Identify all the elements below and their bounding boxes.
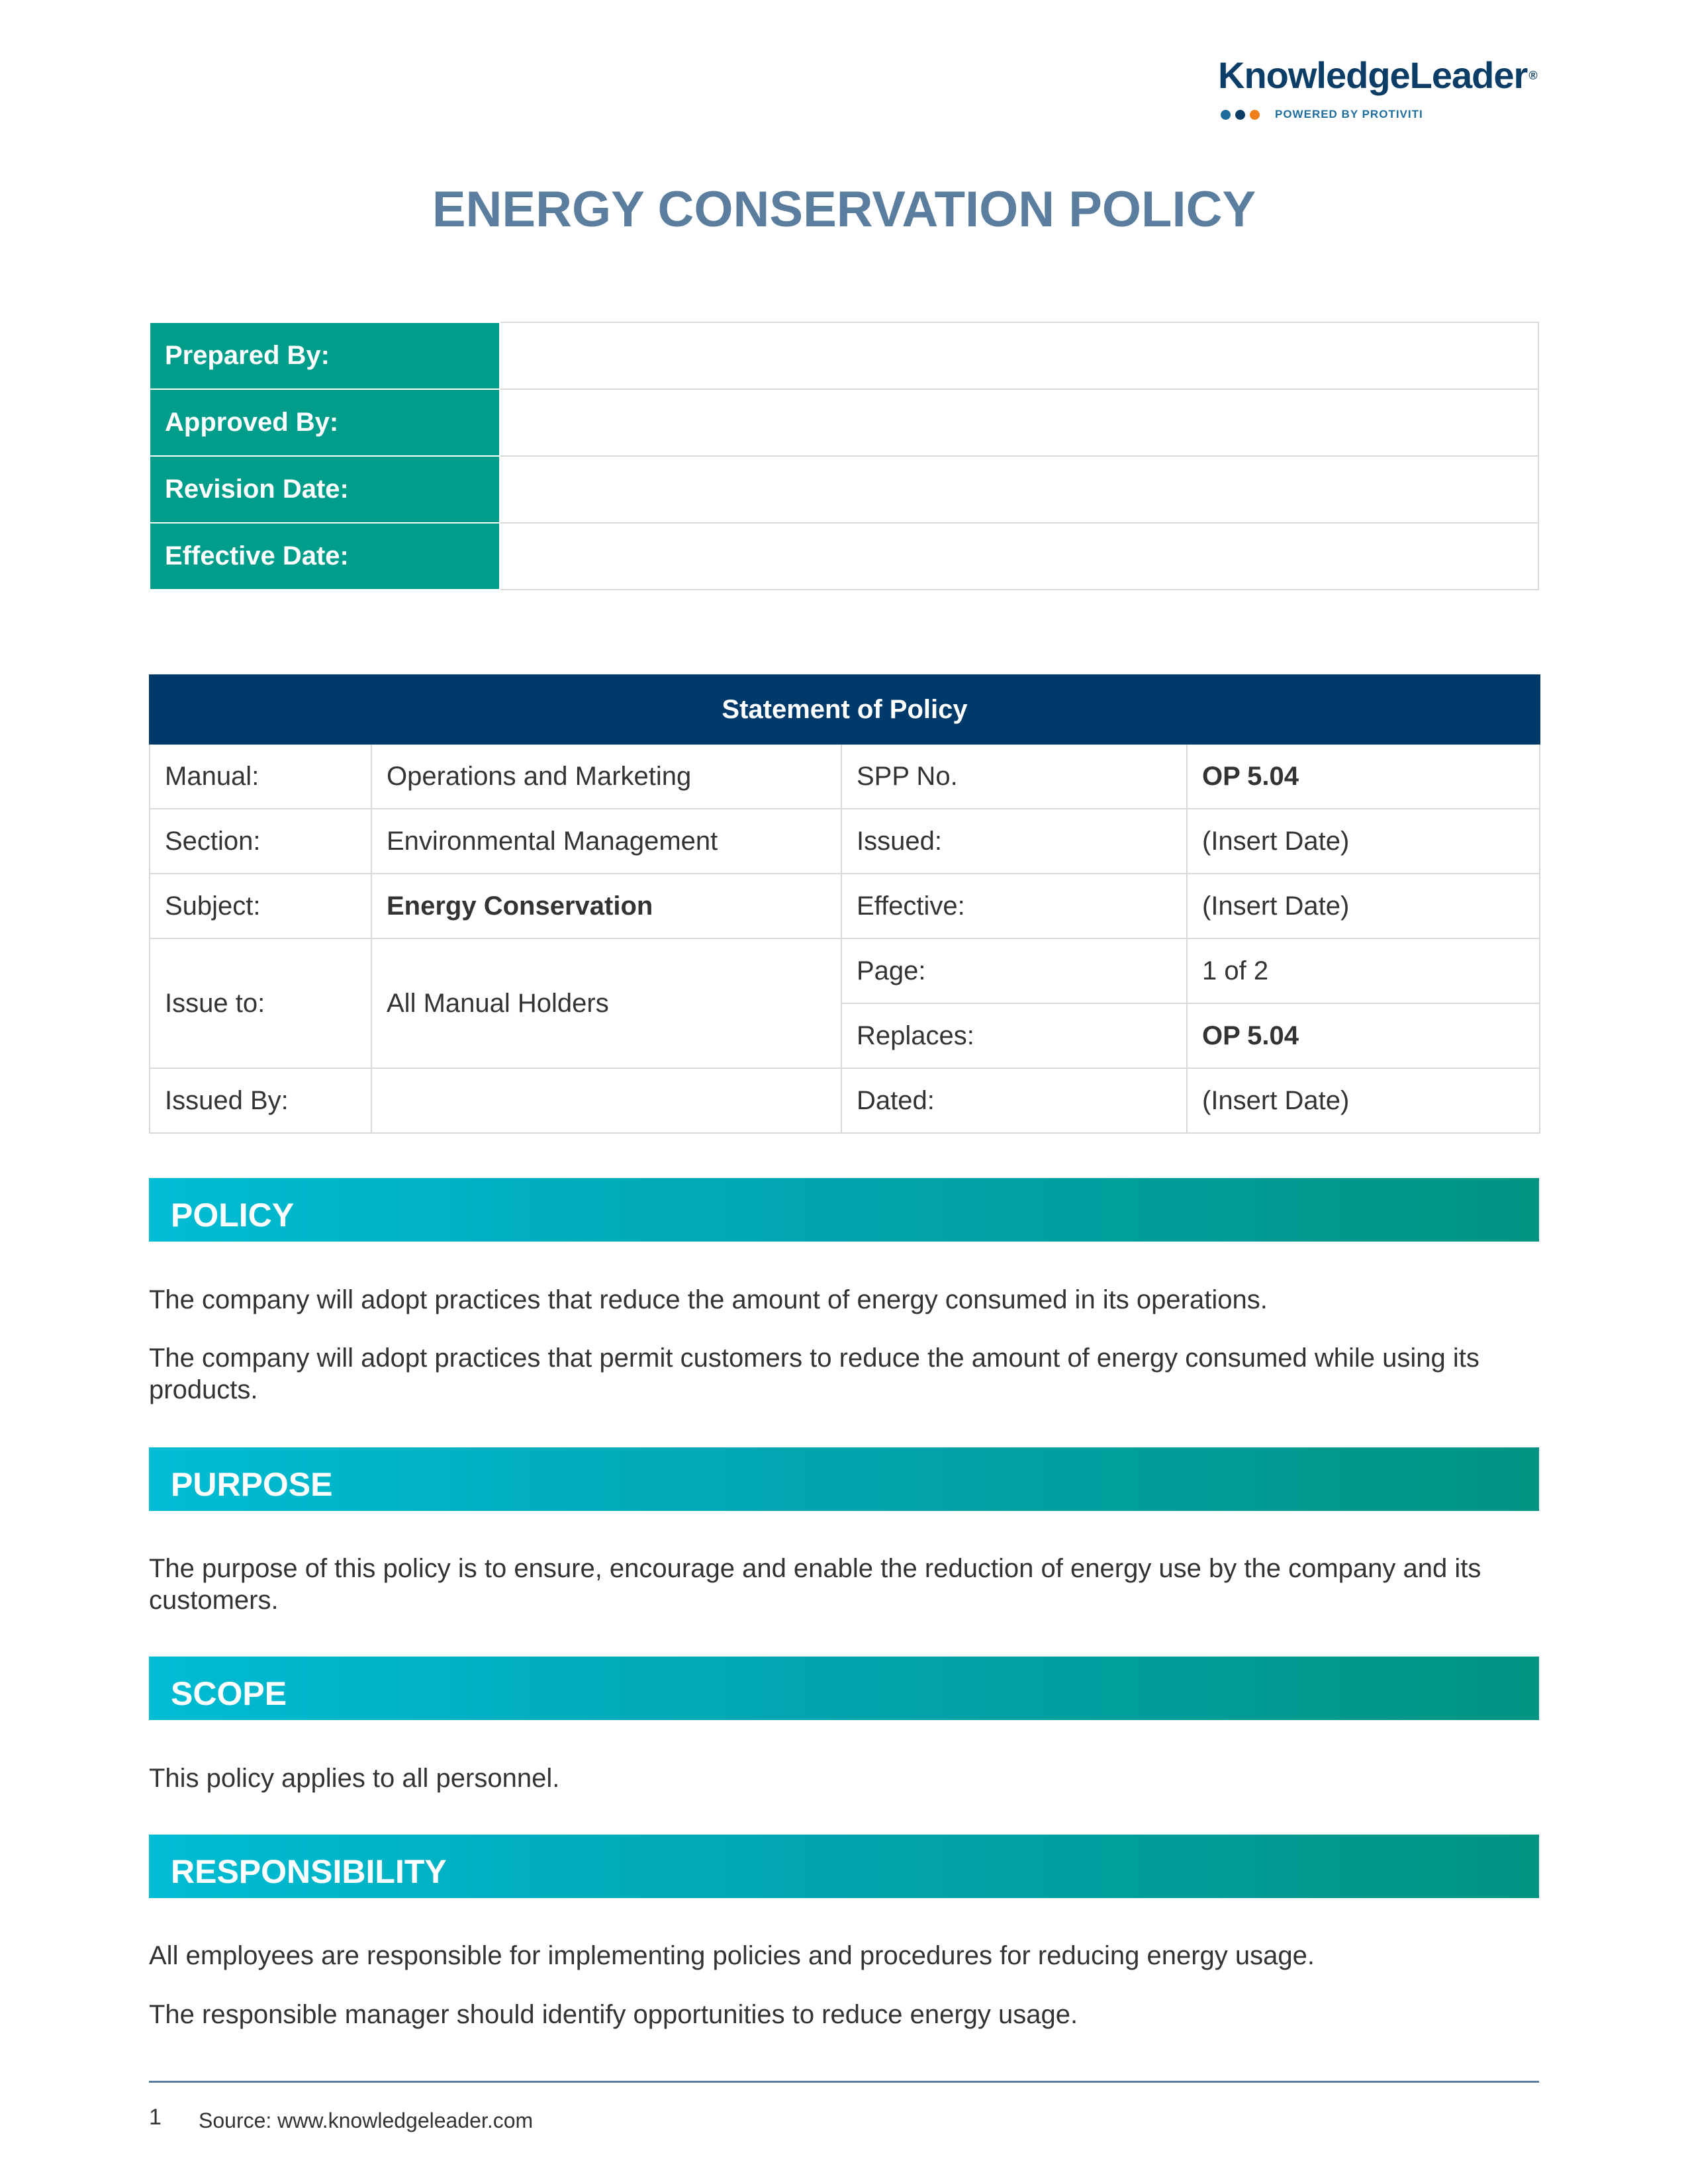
source-note: Source: www.knowledgeleader.com (199, 2109, 534, 2132)
responsibility-section-header (149, 1835, 1539, 1898)
footer-divider (149, 2081, 1539, 2083)
purpose-heading: PURPOSE (171, 1466, 333, 1503)
replaces-value: OP 5.04 (1187, 1003, 1540, 1068)
issue-to-label: Issue to: (150, 938, 371, 1068)
approved-by-label: Approved By: (150, 389, 500, 456)
policy-section-header (149, 1178, 1539, 1242)
responsibility-paragraph-1: All employees are responsible for implementing policies and procedures for reducing energy usage. (149, 1941, 1315, 1970)
dated-label: Dated: (841, 1068, 1187, 1133)
policy-paragraph-2: The company will adopt practices that permit customers to reduce the amount of energy consumed while using its products. (149, 1343, 1479, 1404)
scope-paragraph: This policy applies to all personnel. (149, 1764, 560, 1793)
approval-row (150, 456, 1538, 523)
scope-section-header (149, 1657, 1539, 1720)
table-row (150, 938, 1540, 1003)
table-row (150, 874, 1540, 938)
effective-value: (Insert Date) (1187, 874, 1540, 938)
issued-value: (Insert Date) (1187, 809, 1540, 874)
prepared-by-label: Prepared By: (150, 322, 500, 389)
section-label: Section: (150, 809, 371, 874)
logo-dot-orange (1250, 110, 1260, 120)
page-number: 1 (149, 2105, 162, 2130)
manual-label: Manual: (150, 744, 371, 809)
approved-by-value[interactable] (500, 389, 1538, 456)
revision-date-value[interactable] (500, 456, 1538, 523)
subject-label: Subject: (150, 874, 371, 938)
statement-of-policy-table (149, 674, 1540, 1134)
revision-date-label: Revision Date: (150, 456, 500, 523)
approval-row (150, 523, 1538, 590)
replaces-label: Replaces: (841, 1003, 1187, 1068)
section-value: Environmental Management (371, 809, 841, 874)
issued-by-label: Issued By: (150, 1068, 371, 1133)
approval-row (150, 322, 1538, 389)
issue-to-value: All Manual Holders (371, 938, 841, 1068)
manual-value: Operations and Marketing (371, 744, 841, 809)
approval-row (150, 389, 1538, 456)
knowledgeleader-logo (1218, 54, 1536, 127)
statement-header-row (150, 675, 1540, 744)
logo-dot-blue (1221, 110, 1231, 120)
dated-value: (Insert Date) (1187, 1068, 1540, 1133)
spp-label: SPP No. (841, 744, 1187, 809)
page-label: Page: (841, 938, 1187, 1003)
prepared-by-value[interactable] (500, 322, 1538, 389)
purpose-paragraph: The purpose of this policy is to ensure, encourage and enable the reduction of energy use by the company and its customers. (149, 1554, 1481, 1615)
page-value: 1 of 2 (1187, 938, 1540, 1003)
logo-wordmark-text: KnowledgeLeader (1218, 54, 1528, 96)
table-row (150, 1068, 1540, 1133)
scope-heading: SCOPE (171, 1675, 287, 1712)
table-row (150, 809, 1540, 874)
logo-tagline: POWERED BY PROTIVITI (1275, 108, 1423, 120)
logo-dots (1221, 110, 1260, 120)
purpose-section-header (149, 1447, 1539, 1511)
responsibility-heading: RESPONSIBILITY (171, 1853, 447, 1890)
logo-dot-navy (1235, 110, 1245, 120)
issued-by-value (371, 1068, 841, 1133)
effective-date-value[interactable] (500, 523, 1538, 590)
spp-value: OP 5.04 (1187, 744, 1540, 809)
policy-heading: POLICY (171, 1197, 295, 1234)
policy-paragraph-1: The company will adopt practices that reduce the amount of energy consumed in its operations. (149, 1285, 1268, 1314)
effective-date-label: Effective Date: (150, 523, 500, 590)
statement-header: Statement of Policy (150, 675, 1540, 744)
subject-value: Energy Conservation (371, 874, 841, 938)
document-title: ENERGY CONSERVATION POLICY (432, 181, 1256, 238)
approval-table (149, 322, 1539, 590)
responsibility-paragraph-2: The responsible manager should identify opportunities to reduce energy usage. (149, 2000, 1078, 2029)
logo-wordmark (1218, 54, 1537, 97)
logo-registered-mark: ® (1528, 69, 1537, 82)
effective-label: Effective: (841, 874, 1187, 938)
table-row (150, 744, 1540, 809)
issued-label: Issued: (841, 809, 1187, 874)
